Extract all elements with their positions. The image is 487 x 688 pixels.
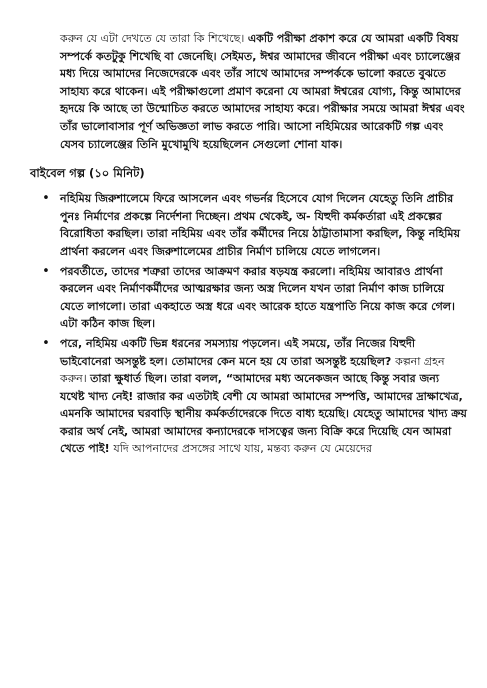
- bullet-item: [42, 190, 467, 260]
- bullet-dot-icon: •: [42, 263, 50, 279]
- bullet-3-text-4: যদি আপনাদের প্রসঙ্গের সাথে যায়, মন্তব্য করুন যে মেয়েদের: [113, 442, 372, 456]
- intro-text-1: করুন যে এটা দেখতে যে তারা কি শিখেছে।: [60, 32, 248, 45]
- bullet-item: [42, 335, 467, 458]
- bullet-2-text: পরবর্তীতে, তাদের শত্রুরা তাদের আক্রমণ করার ষড়যন্ত্র করলো। নহিমিয় আবারও প্রার্থনা করলেন এবং নির্মাণকর্মীদের আত্মরক্ষার জন্য অস্ত্র দিলেন যখন তারা নির্মাণ কাজ চালিয়ে যেতে লাগলো। তারা একহাতে অস্ত্র ধরে এবং আরেক হাতে যন্ত্রপাতি নিয়ে কাজ করে গেল। এটা কঠিন কাজ ছিল।: [60, 264, 455, 331]
- bullet-dot-icon: •: [42, 335, 50, 351]
- bullet-3-text-3: তারা ক্ষুধার্ত ছিল। তারা বলল, “আমাদের মধ্য অনেকজন আছে কিন্তু সবার জন্য যথেষ্ট খাদ্য নেই! রাজার কর এতটাই বেশী যে আমরা আমাদের সম্পত্তি, আমাদের দ্রাক্ষাখেত্র, এমনকি আমাদের ঘরবাড়ি স্থানীয় কর্মকর্তাদেরকে দিতে বাধ্য হয়েছি। যেহেতু আমাদের খাদ্য ক্রয় করার অর্থ নেই, আমরা আমাদের কন্যাদেরকে দাসত্বের জন্য বিক্রি করে দিয়েছি যেন আমরা খেতে পাই!: [60, 372, 467, 456]
- bullet-1-text: নহিমিয় জিরুশালেমে ফিরে আসলেন এবং গভর্নর হিসেবে যোগ দিলেন যেহেতু তিনি প্রাচীর পুনঃ নির্মাণের প্রকল্পে নির্দেশনা দিচ্ছেন। প্রথম থেকেই, অ- যিহুদী কর্মকর্তারা এই প্রকল্পের বিরোধিতা করছিল। তারা নহিমিয় এবং তাঁর কর্মীদের নিয়ে ঠাট্টাতামাসা করছিল, কিন্তু নহিমিয় প্রার্থনা করলেন এবং জিরুশালেমের প্রাচীর নির্মাণ চালিয়ে যেতে লাগলেন।: [60, 192, 460, 258]
- bullet-3-text-1: পরে, নহিমিয় একটি ভিন্ন ধরনের সমস্যায় পড়লেন। এই সময়ে, তাঁর নিজের যিহুদী ভাইবোনেরা অসন্তুষ্ট হল। তোমাদের কেন মনে হয় যে তারা অসন্তুষ্ট হয়েছিল?: [60, 336, 415, 368]
- bullet-dot-icon: •: [42, 191, 50, 207]
- bullet-3-text-2: কল্পনা গ্রহন করুন।: [60, 354, 445, 386]
- section-title: বাইবেল গল্প (১০ মিনিট): [30, 166, 145, 181]
- bullet-item: [42, 263, 467, 333]
- bullet-list: [42, 190, 467, 458]
- intro-paragraph: [60, 30, 467, 153]
- intro-text-2: একটি পরীক্ষা প্রকাশ করে যে আমরা একটি বিষয় সম্পর্কে কতটুকু শিখেছি বা জেনেছি। সেইমত, ঈশ্বর আমাদের জীবনে পরীক্ষা এবং চ্যালেঞ্জের মধ্য দিয়ে আমাদের নিজেদেরকে এবং তাঁর সাথে আমাদের সম্পর্ককে ভালো করতে বুঝতে সাহায্য করে থাকেন। এই পরীক্ষাগুলো প্রমাণ করেনা যে আমরা ঈশ্বরের যোগ্য, কিন্তু আমাদের হৃদয়ে কি আছে তা উন্মোচিত করতে আমাদের সাহায্য করে। পরীক্ষার সময়ে আমরা ঈশ্বর এবং তাঁর ভালোবাসার পূর্ণ অভিজ্ঞতা লাভ করতে পারি। আসো নহিমিয়ের আরেকটি গল্প এবং যেসব চ্যালেঞ্জের তিনি মুখোমুখি হয়েছিলেন সেগুলো শোনা যাক।: [60, 32, 465, 151]
